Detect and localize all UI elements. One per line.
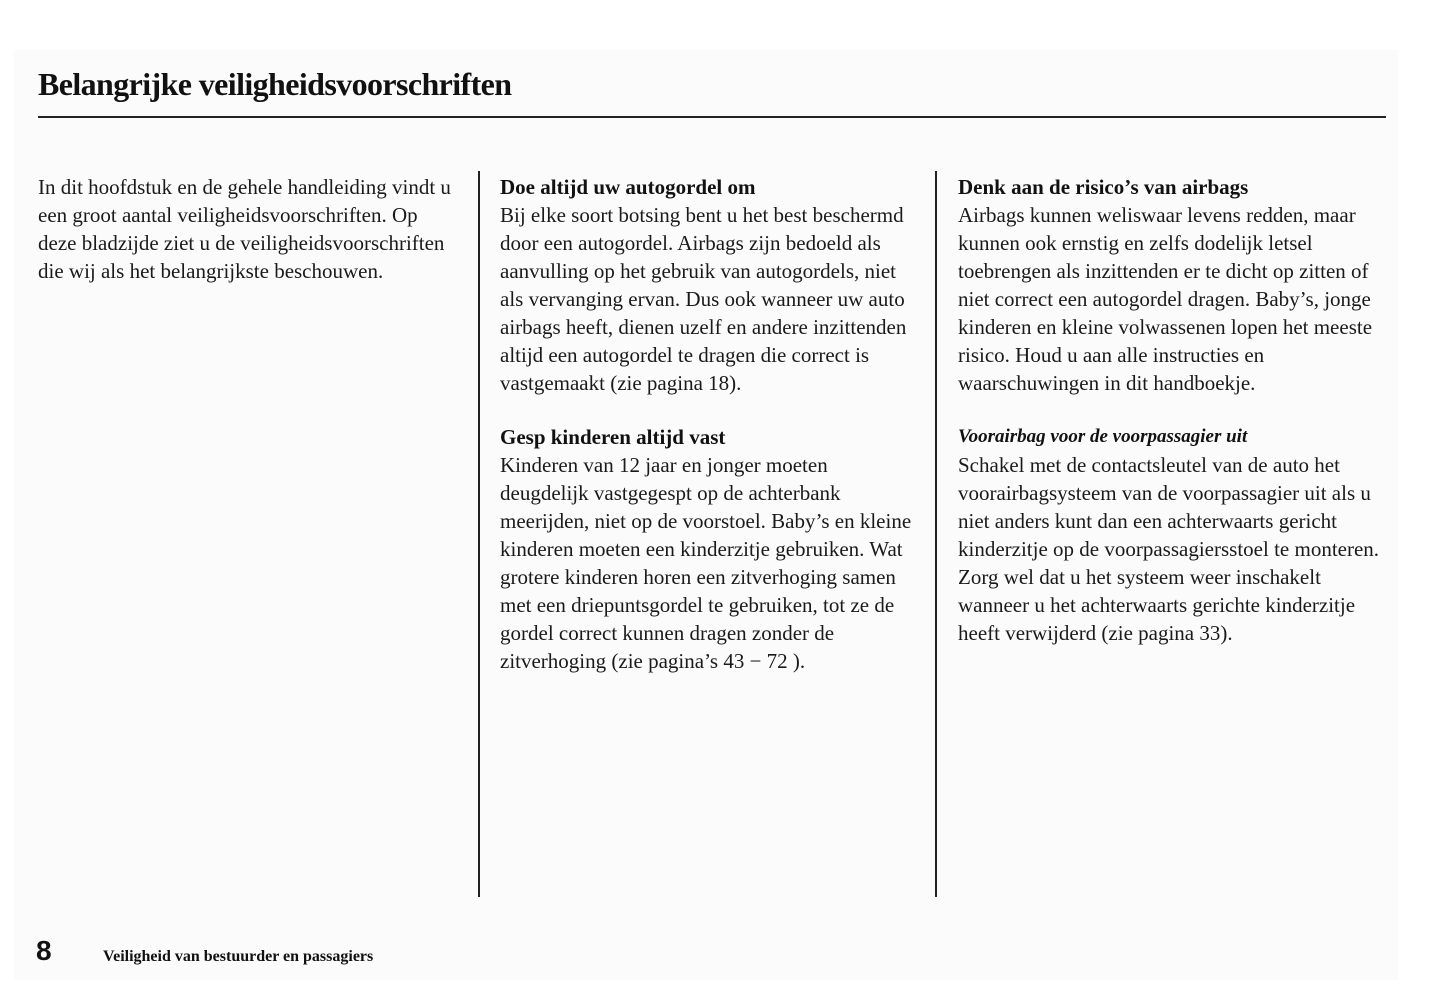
passenger-airbag-off-text: Schakel met de contactsleutel van de auto het voorairbagsysteem van de voorpassagier uit als u niet anders kunt dan een achterwaarts gericht kinderzitje op de voorpassagiersstoel te monteren. Zorg wel dat u het systeem weer inschakelt wanneer u het achterwaarts gerichte kinderzitje heeft verwijderd (zie pagina 33). — [958, 453, 1380, 645]
children-heading: Gesp kinderen altijd vast — [500, 425, 726, 449]
passenger-airbag-off-heading: Voorairbag voor de voorpassagier uit — [958, 426, 1248, 447]
page-number: 8 — [36, 935, 52, 966]
page-title: Belangrijke veiligheidsvoorschriften — [38, 66, 512, 102]
column-middle — [500, 173, 920, 675]
airbag-risks-heading: Denk aan de risico’s van airbags — [958, 175, 1249, 199]
section-footer: Veiligheid van bestuurder en passagiers — [103, 948, 374, 965]
airbag-risks-text: Airbags kunnen weliswaar levens redden, maar kunnen ook ernstig en zelfs dodelijk letsel toebrengen als inzittenden er te dicht op zitten of niet correct een autogordel dragen. Baby’s, jonge kinderen en kleine volwassenen lopen het meeste risico. Houd u aan alle instructies en waarschuwingen in dit handboekje. — [958, 203, 1373, 395]
title-rule — [38, 116, 1386, 118]
children-text: Kinderen van 12 jaar en jonger moeten deugdelijk vastgegespt op de achterbank meerijden, niet op de voorstoel. Baby’s en kleine kinderen moeten een kinderzitje gebruiken. Wat grotere kinderen horen een zitverhoging samen met een driepuntsgordel te gebruiken, tot ze de gordel correct kunnen dragen zonder de zitverhoging (zie pagina’s 43 − 72 ). — [500, 453, 912, 673]
seatbelt-text: Bij elke soort botsing bent u het best beschermd door een autogordel. Airbags zijn bedoeld als aanvulling op het gebruik van autogordels, niet als vervanging ervan. Dus ook wanneer uw auto airbags heeft, dienen uzelf en andere inzittenden altijd een autogordel te dragen die correct is vastgemaakt (zie pagina 18). — [500, 203, 907, 395]
column-right — [958, 173, 1390, 647]
intro-text: In dit hoofdstuk en de gehele handleiding vindt u een groot aantal veiligheidsvoorschriften. Op deze bladzijde ziet u de veiligheidsvoorschriften die wij als het belangrijkste beschouwen. — [38, 175, 451, 283]
column-divider-right — [935, 171, 937, 897]
column-divider-left — [478, 171, 480, 897]
seatbelt-heading: Doe altijd uw autogordel om — [500, 175, 756, 199]
column-intro — [38, 173, 456, 285]
